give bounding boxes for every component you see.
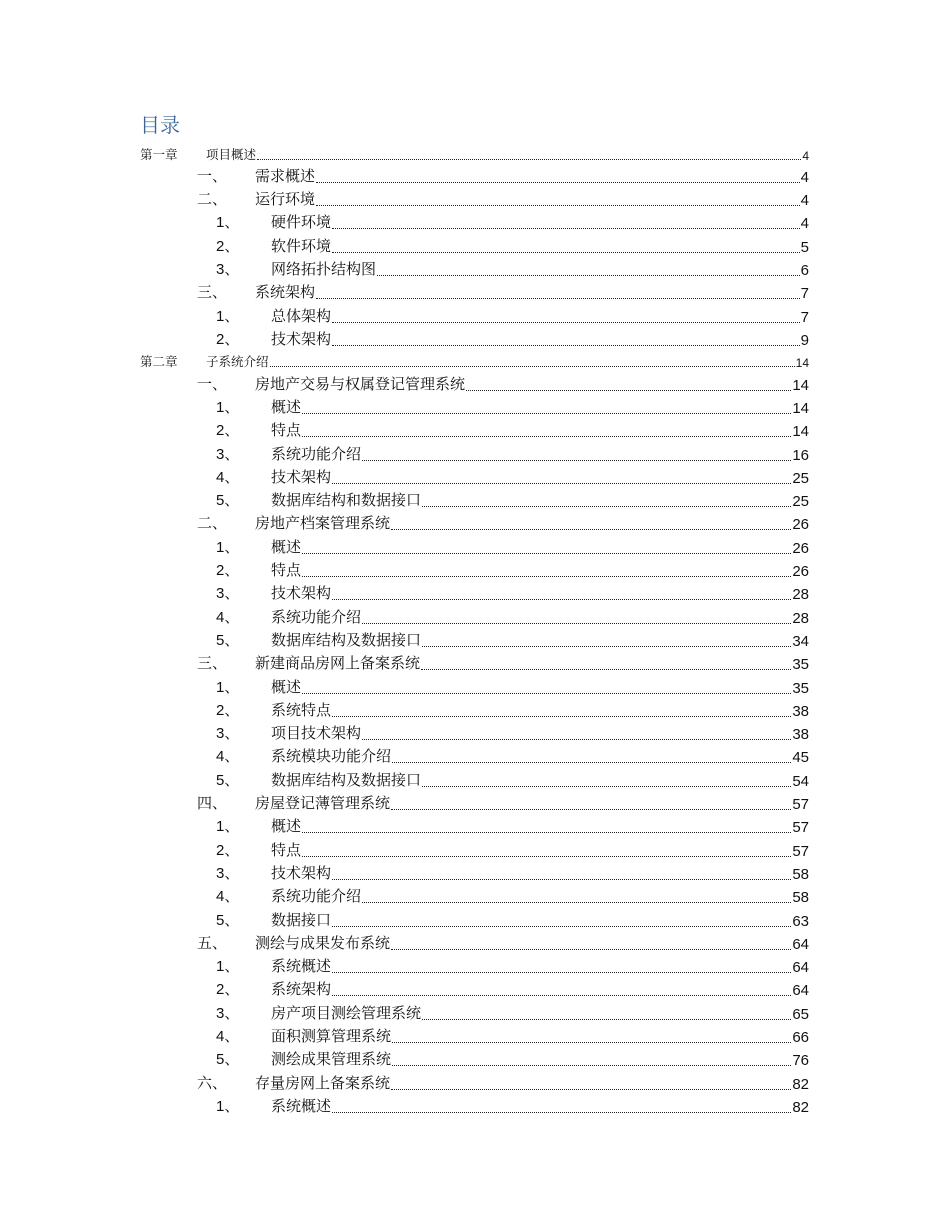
toc-entry-number: 2、 [216, 562, 240, 580]
toc-entry[interactable] [0, 394, 950, 417]
toc-entry-title[interactable]: 概述 [271, 397, 302, 416]
toc-entry-page-number: 82 [792, 1075, 809, 1093]
toc-entry-page-number: 25 [792, 469, 809, 487]
toc-entry-title[interactable]: 房地产交易与权属登记管理系统 [255, 374, 466, 393]
toc-entry[interactable] [0, 580, 950, 603]
toc-entry-number: 5、 [216, 771, 240, 789]
dot-leader [362, 902, 791, 903]
dot-leader [391, 949, 791, 950]
toc-entry-page-number: 26 [792, 539, 809, 557]
toc-entry-title[interactable]: 技术架构 [271, 329, 332, 348]
toc-entry-title[interactable]: 特点 [271, 561, 302, 580]
dot-leader [332, 228, 800, 229]
toc-entry-page-number: 57 [792, 819, 809, 837]
toc-entry[interactable] [0, 743, 950, 766]
toc-entry-number: 1、 [216, 958, 240, 976]
toc-entry-page-number: 57 [792, 842, 809, 860]
dot-leader [392, 1065, 791, 1066]
toc-entry-page-number: 58 [792, 865, 809, 883]
toc-entry-page-number: 64 [792, 982, 809, 1000]
dot-leader [332, 972, 791, 973]
toc-entry[interactable] [0, 232, 950, 255]
toc-entry-page-number: 4 [800, 215, 809, 233]
toc-entry-title[interactable]: 项目技术架构 [271, 724, 362, 743]
toc-entry-title[interactable]: 房屋登记薄管理系统 [255, 794, 391, 813]
toc-entry[interactable] [0, 557, 950, 580]
toc-entry-page-number: 64 [792, 935, 809, 953]
toc-entry[interactable] [0, 533, 950, 556]
toc-entry[interactable] [0, 930, 950, 953]
toc-entry-number: 1、 [216, 678, 240, 696]
toc-entry-page-number: 7 [800, 285, 809, 303]
toc-entry[interactable] [0, 1046, 950, 1069]
toc-entry-page-number: 38 [792, 702, 809, 720]
toc-entry[interactable] [0, 650, 950, 673]
toc-entry-page-number: 58 [792, 889, 809, 907]
toc-entry-number: 1、 [216, 1097, 240, 1115]
toc-entry-title[interactable]: 系统功能介绍 [271, 887, 362, 906]
toc-entry-number: 五、 [197, 933, 228, 952]
toc-entry-title[interactable]: 特点 [271, 840, 302, 859]
toc-entry-page-number: 5 [800, 238, 809, 256]
toc-entry-title[interactable]: 概述 [271, 537, 302, 556]
toc-entry[interactable] [0, 1023, 950, 1046]
dot-leader [332, 252, 800, 253]
toc-entry-page-number: 66 [792, 1028, 809, 1046]
dot-leader [391, 1089, 791, 1090]
toc-entry-number: 三、 [197, 654, 228, 673]
toc-entry-number: 2、 [216, 237, 240, 255]
dot-leader [332, 322, 800, 323]
toc-entry-number: 2、 [216, 422, 240, 440]
toc-entry[interactable] [0, 813, 950, 836]
toc-entry-title[interactable]: 技术架构 [271, 584, 332, 603]
dot-leader [332, 599, 791, 600]
toc-entry[interactable] [0, 256, 950, 279]
toc-entry-page-number: 6 [800, 261, 809, 279]
toc-entry-title[interactable]: 测绘成果管理系统 [271, 1050, 392, 1069]
toc-entry-title[interactable]: 系统概述 [271, 1096, 332, 1115]
dot-leader [377, 275, 800, 276]
toc-entry-number: 3、 [216, 1004, 240, 1022]
toc-entry[interactable] [0, 860, 950, 883]
dot-leader [362, 460, 791, 461]
toc-entry[interactable] [0, 1093, 950, 1116]
toc-entry-number: 一、 [197, 166, 228, 185]
toc-entry-number: 三、 [197, 283, 228, 302]
toc-entry-title[interactable]: 数据库结构及数据接口 [271, 630, 422, 649]
dot-leader [332, 926, 791, 927]
dot-leader [362, 739, 791, 740]
toc-entry-page-number: 14 [792, 399, 809, 417]
toc-entry[interactable] [0, 673, 950, 696]
toc-entry-number: 5、 [216, 631, 240, 649]
dot-leader [302, 693, 791, 694]
toc-entry[interactable] [0, 953, 950, 976]
toc-entry[interactable] [0, 906, 950, 929]
toc-entry-page-number: 57 [792, 796, 809, 814]
toc-entry-number: 二、 [197, 514, 228, 533]
toc-entry-page-number: 26 [792, 563, 809, 581]
toc-entry-number: 第一章 [140, 146, 178, 162]
toc-entry-page-number: 7 [800, 308, 809, 326]
toc-entry[interactable] [0, 627, 950, 650]
toc-entry-title[interactable]: 系统功能介绍 [271, 444, 362, 463]
toc-entry-title[interactable]: 存量房网上备案系统 [255, 1073, 391, 1092]
toc-entry[interactable] [0, 326, 950, 349]
toc-entry-number: 4、 [216, 1027, 240, 1045]
toc-entry[interactable] [0, 440, 950, 463]
toc-entry-title[interactable]: 系统模块功能介绍 [271, 747, 392, 766]
toc-entry-page-number: 16 [792, 446, 809, 464]
dot-leader [332, 879, 791, 880]
toc-entry-page-number: 65 [792, 1005, 809, 1023]
toc-entry-number: 1、 [216, 307, 240, 325]
toc-entry-page-number: 4 [800, 168, 809, 186]
toc-entry[interactable] [0, 720, 950, 743]
toc-entry-page-number: 4 [800, 192, 809, 210]
toc-entry-number: 2、 [216, 701, 240, 719]
toc-entry[interactable] [0, 464, 950, 487]
toc-entry-page-number: 54 [792, 772, 809, 790]
toc-entry[interactable] [0, 790, 950, 813]
toc-entry-page-number: 14 [795, 356, 809, 371]
toc-entry[interactable] [0, 209, 950, 232]
toc-entry-title[interactable]: 系统架构 [255, 283, 316, 302]
dot-leader [332, 483, 791, 484]
toc-entry-number: 四、 [197, 794, 228, 813]
table-of-contents [0, 141, 950, 1116]
toc-entry-number: 4、 [216, 888, 240, 906]
toc-entry-title[interactable]: 概述 [271, 677, 302, 696]
toc-entry[interactable] [0, 999, 950, 1022]
toc-entry[interactable] [0, 186, 950, 209]
dot-leader [362, 623, 791, 624]
toc-entry-number: 六、 [197, 1073, 228, 1092]
toc-entry[interactable] [0, 976, 950, 999]
toc-entry-page-number: 14 [792, 423, 809, 441]
toc-entry-page-number: 14 [792, 376, 809, 394]
toc-entry-title[interactable]: 总体架构 [271, 306, 332, 325]
toc-entry-page-number: 9 [800, 331, 809, 349]
toc-entry-number: 二、 [197, 190, 228, 209]
toc-entry-number: 2、 [216, 330, 240, 348]
toc-entry-page-number: 34 [792, 632, 809, 650]
toc-entry-title[interactable]: 数据接口 [271, 910, 332, 929]
toc-entry-number: 1、 [216, 214, 240, 232]
toc-entry-title[interactable]: 系统特点 [271, 700, 332, 719]
toc-entry-title[interactable]: 房地产档案管理系统 [255, 514, 391, 533]
dot-leader [302, 856, 791, 857]
toc-entry-number: 3、 [216, 725, 240, 743]
toc-entry-number: 3、 [216, 585, 240, 603]
toc-entry-number: 3、 [216, 445, 240, 463]
toc-entry[interactable] [0, 1069, 950, 1092]
dot-leader [422, 506, 791, 507]
toc-entry-page-number: 4 [802, 148, 809, 163]
dot-leader [392, 1042, 791, 1043]
toc-entry-title[interactable]: 技术架构 [271, 863, 332, 882]
toc-entry[interactable] [0, 163, 950, 186]
toc-entry-number: 1、 [216, 538, 240, 556]
toc-entry-title[interactable]: 需求概述 [255, 166, 316, 185]
toc-entry-title[interactable]: 软件环境 [271, 236, 332, 255]
dot-leader [316, 205, 800, 206]
dot-leader [422, 646, 791, 647]
toc-entry-number: 5、 [216, 911, 240, 929]
dot-leader [270, 366, 795, 367]
dot-leader [302, 553, 791, 554]
toc-entry-title[interactable]: 系统概述 [271, 957, 332, 976]
toc-entry-title[interactable]: 数据库结构和数据接口 [271, 491, 422, 510]
toc-entry-number: 2、 [216, 981, 240, 999]
toc-entry[interactable] [0, 141, 950, 163]
toc-entry[interactable] [0, 836, 950, 859]
toc-entry[interactable] [0, 487, 950, 510]
toc-entry[interactable] [0, 697, 950, 720]
dot-leader [316, 182, 800, 183]
toc-entry-number: 4、 [216, 608, 240, 626]
dot-leader [421, 669, 791, 670]
dot-leader [392, 762, 791, 763]
toc-entry-page-number: 26 [792, 516, 809, 534]
toc-entry-title[interactable]: 数据库结构及数据接口 [271, 770, 422, 789]
toc-entry-page-number: 64 [792, 959, 809, 977]
toc-entry-title[interactable]: 项目概述 [206, 146, 257, 162]
toc-entry-title[interactable]: 测绘与成果发布系统 [255, 933, 391, 952]
toc-entry[interactable] [0, 417, 950, 440]
toc-entry-number: 一、 [197, 374, 228, 393]
dot-leader [302, 413, 791, 414]
dot-leader [332, 345, 800, 346]
toc-entry-title[interactable]: 系统功能介绍 [271, 607, 362, 626]
toc-entry-title[interactable]: 面积测算管理系统 [271, 1026, 392, 1045]
toc-entry-number: 3、 [216, 864, 240, 882]
toc-entry-page-number: 82 [792, 1098, 809, 1116]
toc-heading: 目录 [140, 113, 180, 137]
toc-entry-page-number: 35 [792, 679, 809, 697]
toc-entry-page-number: 76 [792, 1052, 809, 1070]
toc-entry-title[interactable]: 技术架构 [271, 467, 332, 486]
dot-leader [466, 390, 791, 391]
dot-leader [302, 576, 791, 577]
toc-entry[interactable] [0, 883, 950, 906]
toc-entry-number: 3、 [216, 260, 240, 278]
toc-entry-title[interactable]: 房产项目测绘管理系统 [271, 1003, 422, 1022]
dot-leader [422, 786, 791, 787]
toc-entry-title[interactable]: 特点 [271, 421, 302, 440]
toc-entry-title[interactable]: 概述 [271, 817, 302, 836]
toc-entry-page-number: 38 [792, 726, 809, 744]
toc-entry[interactable] [0, 766, 950, 789]
toc-entry-number: 5、 [216, 492, 240, 510]
dot-leader [391, 809, 791, 810]
toc-entry-title[interactable]: 网络拓扑结构图 [271, 259, 377, 278]
dot-leader [422, 1019, 791, 1020]
toc-entry[interactable] [0, 349, 950, 371]
toc-entry[interactable] [0, 370, 950, 393]
toc-entry-title[interactable]: 子系统介绍 [206, 354, 269, 370]
toc-entry-page-number: 63 [792, 912, 809, 930]
toc-entry-number: 1、 [216, 398, 240, 416]
toc-entry-page-number: 28 [792, 586, 809, 604]
dot-leader [302, 832, 791, 833]
toc-entry[interactable] [0, 510, 950, 533]
toc-entry-number: 5、 [216, 1051, 240, 1069]
toc-entry-number: 1、 [216, 818, 240, 836]
toc-entry-title[interactable]: 新建商品房网上备案系统 [255, 654, 421, 673]
toc-entry-page-number: 45 [792, 749, 809, 767]
dot-leader [391, 529, 791, 530]
toc-entry-title[interactable]: 硬件环境 [271, 213, 332, 232]
toc-entry-page-number: 25 [792, 493, 809, 511]
toc-entry-page-number: 28 [792, 609, 809, 627]
toc-entry-number: 4、 [216, 468, 240, 486]
toc-entry[interactable] [0, 302, 950, 325]
toc-entry-number: 第二章 [140, 354, 178, 370]
toc-entry-page-number: 35 [792, 656, 809, 674]
dot-leader [332, 716, 791, 717]
toc-entry[interactable] [0, 279, 950, 302]
dot-leader [332, 1112, 791, 1113]
toc-entry-number: 4、 [216, 748, 240, 766]
dot-leader [316, 298, 800, 299]
dot-leader [332, 995, 791, 996]
toc-entry-number: 2、 [216, 841, 240, 859]
toc-entry-title[interactable]: 运行环境 [255, 190, 316, 209]
dot-leader [302, 436, 791, 437]
toc-entry[interactable] [0, 603, 950, 626]
toc-entry-title[interactable]: 系统架构 [271, 980, 332, 999]
dot-leader [257, 159, 801, 160]
